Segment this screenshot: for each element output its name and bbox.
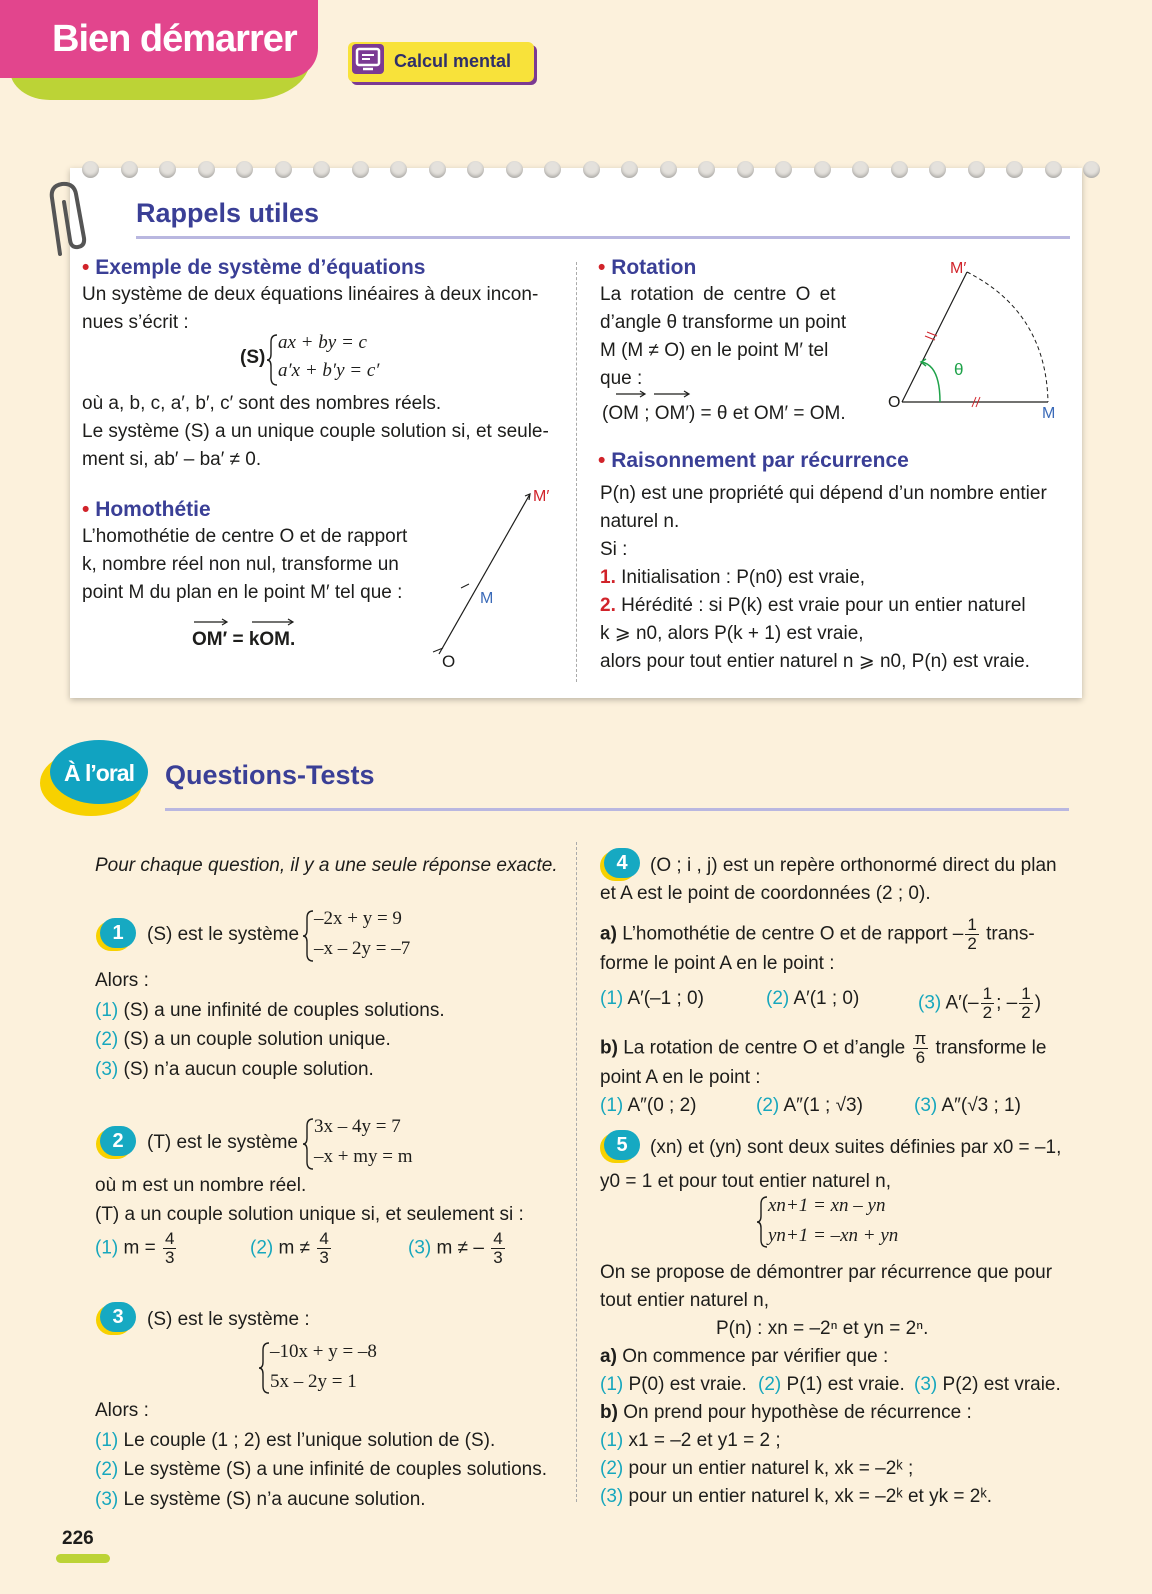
notebook-ring: [544, 161, 561, 178]
homothetie-label-o: O: [442, 652, 456, 671]
notebook-ring: [1083, 161, 1100, 178]
recurrence-line5: alors pour tout entier naturel n ⩾ n0, P(n) est vraie.: [600, 651, 1030, 672]
q2-stem: (T) est le système: [147, 1132, 298, 1153]
q5-a-option-3[interactable]: (3) P(2) est vraie.: [914, 1374, 1061, 1395]
homothetie-line1: L’homothétie de centre O et de rapport: [82, 526, 408, 547]
recurrence-line3: Si :: [600, 539, 628, 560]
q2-option-3[interactable]: (3) m ≠ – $\frac{4}{3}$: [408, 1229, 503, 1267]
rotation-label-mp: M′: [950, 260, 967, 277]
homothetie-line3: point M du plan en le point M′ tel que :: [82, 582, 403, 603]
notebook-ring: [698, 161, 715, 178]
questions-tests-rule: [165, 808, 1069, 811]
notebook-ring: [313, 161, 330, 178]
q5-line1: (xn) et (yn) sont deux suites définies par x0 = –1,: [650, 1137, 1062, 1158]
q2-eq1: 3x – 4y = 7: [314, 1116, 401, 1137]
brace-icon: [266, 334, 278, 386]
questions-tests-title: Questions-Tests: [165, 760, 375, 790]
notebook-ring: [506, 161, 523, 178]
notebook-ring: [1006, 161, 1023, 178]
brace-icon: [756, 1196, 768, 1248]
rotation-line2: d’angle θ transforme un point: [600, 312, 847, 333]
q5-pn: P(n) : xn = –2ⁿ et yn = 2ⁿ.: [716, 1318, 929, 1339]
q3-option-1[interactable]: (1) Le couple (1 ; 2) est l’unique solution de (S).: [95, 1430, 496, 1451]
question-2-badge: 2: [100, 1126, 136, 1156]
notebook-ring: [737, 161, 754, 178]
q2-option-2[interactable]: (2) m ≠ $\frac{4}{3}$: [250, 1229, 329, 1267]
page-number: 226: [62, 1528, 94, 1549]
q2-line2: (T) a un couple solution unique si, et seulement si :: [95, 1204, 524, 1225]
notebook-ring: [891, 161, 908, 178]
q1-eq2: –x – 2y = –7: [314, 938, 411, 959]
recurrence-line2: naturel n.: [600, 511, 680, 532]
recurrence-step1: 1. Initialisation : P(n0) est vraie,: [600, 567, 866, 588]
q5-eq2: yn+1 = –xn + yn: [768, 1225, 899, 1246]
q4-a-text: a) L’homothétie de centre O et de rapport – $\frac{1}{2}$ trans-: [600, 915, 1035, 953]
angle-vector-arrows-icon: [614, 388, 694, 400]
q1-stem: (S) est le système: [147, 924, 300, 945]
q5-line2: y0 = 1 et pour tout entier naturel n,: [600, 1171, 891, 1192]
rotation-label-theta: θ: [954, 360, 964, 379]
q4-a-option-1[interactable]: (1) A′(–1 ; 0): [600, 988, 704, 1009]
q5-b-option-2[interactable]: (2) pour un entier naturel k, xk = –2ᵏ ;: [600, 1458, 914, 1479]
rotation-formula: (OM ; OM′) = θ et OM′ = OM.: [602, 403, 846, 424]
systeme-line2: nues s’écrit :: [82, 312, 189, 333]
notebook-ring: [852, 161, 869, 178]
recurrence-line1: P(n) est une propriété qui dépend d’un nombre entier: [600, 483, 1047, 504]
q5-b-text: b) On prend pour hypothèse de récurrence :: [600, 1402, 972, 1423]
paperclip-icon: [44, 180, 100, 260]
q4-line1: (O ; i , j) est un repère orthonormé direct du plan: [650, 855, 1057, 876]
systeme-line1: Un système de deux équations linéaires à deux incon-: [82, 284, 539, 305]
brace-icon: [302, 910, 314, 962]
q5-a-option-1[interactable]: (1) P(0) est vraie.: [600, 1374, 747, 1395]
questions-divider: [576, 842, 577, 1502]
q5-a-text: a) On commence par vérifier que :: [600, 1346, 889, 1367]
q5-line3: On se propose de démontrer par récurrence que pour: [600, 1262, 1053, 1283]
q3-stem: (S) est le système :: [147, 1309, 310, 1330]
question-4-badge: 4: [604, 848, 640, 878]
q4-b-text: b) La rotation de centre O et d’angle $\frac{\pi}{6}$ transforme le: [600, 1029, 1047, 1067]
systeme-eq2: a′x + b′y = c′: [278, 360, 380, 381]
question-3-badge: 3: [100, 1302, 136, 1332]
q1-option-3[interactable]: (3) (S) n’a aucun couple solution.: [95, 1059, 374, 1080]
q1-alors: Alors :: [95, 970, 149, 991]
notebook-ring: [390, 161, 407, 178]
q5-a-option-2[interactable]: (2) P(1) est vraie.: [758, 1374, 905, 1395]
notebook-ring: [236, 161, 253, 178]
homothetie-label-m: M: [480, 590, 494, 607]
q3-eq1: –10x + y = –8: [270, 1341, 377, 1362]
q5-b-option-3[interactable]: (3) pour un entier naturel k, xk = –2ᵏ et yk = 2ᵏ.: [600, 1486, 993, 1507]
notebook-ring: [275, 161, 292, 178]
systeme-line5: ment si, ab′ – ba′ ≠ 0.: [82, 449, 262, 470]
q1-option-1[interactable]: (1) (S) a une infinité de couples solutions.: [95, 1000, 445, 1021]
q5-line4: tout entier naturel n,: [600, 1290, 769, 1311]
notebook-ring: [660, 161, 677, 178]
notebook-ring: [929, 161, 946, 178]
homothetie-line2: k, nombre réel non nul, transforme un: [82, 554, 399, 575]
notebook-ring: [198, 161, 215, 178]
notebook-ring: [583, 161, 600, 178]
rotation-line4: que :: [600, 368, 643, 389]
recurrence-step2: 2. Hérédité : si P(k) est vraie pour un entier naturel: [600, 595, 1026, 616]
rotation-heading: • Rotation: [598, 256, 697, 279]
notebook-ring: [159, 161, 176, 178]
q1-eq1: –2x + y = 9: [314, 908, 402, 929]
homothetie-heading: • Homothétie: [82, 498, 211, 521]
systeme-line4: Le système (S) a un unique couple solution si, et seule-: [82, 421, 549, 442]
homothetie-formula: OM′ = kOM.: [192, 629, 296, 650]
q3-eq2: 5x – 2y = 1: [270, 1371, 357, 1392]
notebook-ring: [621, 161, 638, 178]
notebook-ring: [775, 161, 792, 178]
notebook-ring: [467, 161, 484, 178]
q3-option-3[interactable]: (3) Le système (S) n’a aucune solution.: [95, 1489, 426, 1510]
recurrence-heading: • Raisonnement par récurrence: [598, 449, 909, 472]
systeme-eq1: ax + by = c: [278, 332, 367, 353]
notebook-ring: [814, 161, 831, 178]
q2-line1: où m est un nombre réel.: [95, 1175, 307, 1196]
rotation-label-o: O: [888, 394, 901, 411]
q4-b-line2: point A en le point :: [600, 1067, 761, 1088]
column-divider: [576, 262, 577, 682]
rappels-rule: [136, 236, 1070, 239]
q2-option-1[interactable]: (1) m = $\frac{4}{3}$: [95, 1229, 175, 1267]
q4-b-option-3[interactable]: (3) A″(√3 ; 1): [914, 1095, 1021, 1116]
q4-a-option-3[interactable]: (3) A′(– $\frac{1}{2}$ ; – $\frac{1}{2}$ ): [918, 984, 1042, 1022]
q3-option-2[interactable]: (2) Le système (S) a une infinité de couples solutions.: [95, 1459, 548, 1480]
section-title: Bien démarrer: [52, 18, 297, 60]
systeme-name: (S): [240, 347, 266, 368]
brace-icon: [258, 1342, 270, 1394]
q2-eq2: –x + my = m: [314, 1146, 413, 1167]
q4-b-option-2[interactable]: (2) A″(1 ; √3): [756, 1095, 863, 1116]
rappels-title: Rappels utiles: [136, 198, 320, 228]
notebook-ring: [968, 161, 985, 178]
brace-icon: [302, 1118, 314, 1170]
q4-a-option-2[interactable]: (2) A′(1 ; 0): [766, 988, 860, 1009]
questions-intro: Pour chaque question, il y a une seule réponse exacte.: [95, 855, 558, 876]
rotation-figure: [880, 262, 1060, 412]
notebook-ring: [1045, 161, 1062, 178]
q4-b-option-1[interactable]: (1) A″(0 ; 2): [600, 1095, 697, 1116]
systeme-heading: • Exemple de système d’équations: [82, 256, 426, 279]
systeme-line3: où a, b, c, a′, b′, c′ sont des nombres réels.: [82, 393, 442, 414]
notebook-ring: [429, 161, 446, 178]
question-1-badge: 1: [100, 918, 136, 948]
question-5-badge: 5: [604, 1130, 640, 1160]
calcul-mental-label: Calcul mental: [394, 51, 512, 71]
rotation-line1: La rotation de centre O et: [600, 284, 836, 305]
rotation-label-m: M: [1042, 405, 1056, 422]
page-number-underline: [56, 1554, 110, 1563]
oral-bubble-text: À l’oral: [64, 760, 134, 786]
notebook-ring: [121, 161, 138, 178]
q3-alors: Alors :: [95, 1400, 149, 1421]
recurrence-line4: k ⩾ n0, alors P(k + 1) est vraie,: [600, 623, 864, 644]
homothetie-label-mp: M′: [533, 488, 550, 505]
q4-line2: et A est le point de coordonnées (2 ; 0).: [600, 883, 931, 904]
q5-b-option-1[interactable]: (1) x1 = –2 et y1 = 2 ;: [600, 1430, 781, 1451]
screen-icon: [352, 44, 384, 74]
q5-eq1: xn+1 = xn – yn: [768, 1195, 886, 1216]
notebook-ring: [82, 161, 99, 178]
notebook-ring: [352, 161, 369, 178]
q4-a-line2: forme le point A en le point :: [600, 953, 835, 974]
q1-option-2[interactable]: (2) (S) a un couple solution unique.: [95, 1029, 391, 1050]
homothetie-figure: [425, 484, 555, 674]
rotation-line3: M (M ≠ O) en le point M′ tel: [600, 340, 829, 361]
